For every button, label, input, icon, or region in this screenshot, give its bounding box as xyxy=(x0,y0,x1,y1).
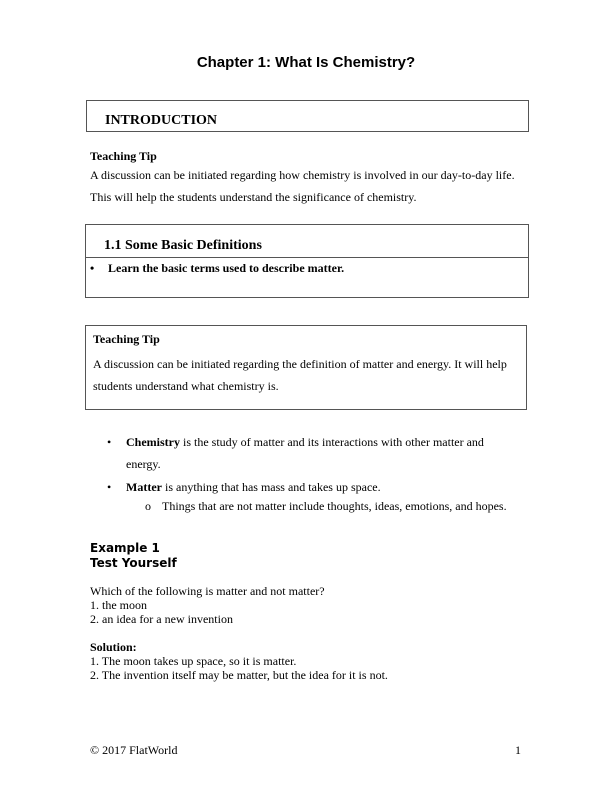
teaching-tip-box xyxy=(85,325,527,410)
teaching-tip-line: A discussion can be initiated regarding how chemistry is involved in our day-to-day life. xyxy=(90,168,515,182)
section-divider xyxy=(86,257,528,258)
page-title: Chapter 1: What Is Chemistry? xyxy=(196,54,416,71)
objective-text: Learn the basic terms used to describe matter. xyxy=(108,261,345,275)
bullet-icon: • xyxy=(107,435,112,449)
bullet-icon: • xyxy=(107,480,112,494)
introduction-box xyxy=(86,100,529,132)
teaching-tip-heading: Teaching Tip xyxy=(90,149,157,163)
definition-chemistry xyxy=(126,431,484,453)
section-title: 1.1 Some Basic Definitions xyxy=(104,238,262,253)
objective-bullet xyxy=(90,261,344,276)
example-subtitle: Test Yourself xyxy=(90,556,177,570)
definition-term: Matter xyxy=(126,480,162,494)
solution-line: 1. The moon takes up space, so it is matter. xyxy=(90,654,297,668)
example-item: 1. the moon xyxy=(90,598,147,612)
definition-term: Chemistry xyxy=(126,435,180,449)
teaching-tip-line: students understand what chemistry is. xyxy=(93,379,279,393)
footer-page-number: 1 xyxy=(515,743,521,757)
definition-text: is anything that has mass and takes up space. xyxy=(161,480,381,494)
introduction-heading: INTRODUCTION xyxy=(105,113,218,128)
definition-text: is the study of matter and its interactions with other matter and xyxy=(180,435,484,449)
teaching-tip-heading: Teaching Tip xyxy=(93,332,160,346)
bullet-icon: • xyxy=(90,261,95,275)
solution-line: 2. The invention itself may be matter, but the idea for it is not. xyxy=(90,668,388,682)
example-label: Example 1 xyxy=(90,541,160,555)
section-box xyxy=(85,224,529,298)
teaching-tip-line: This will help the students understand the significance of chemistry. xyxy=(90,190,417,204)
sub-bullet-text: Things that are not matter include thoughts, ideas, emotions, and hopes. xyxy=(162,499,507,513)
example-item: 2. an idea for a new invention xyxy=(90,612,233,626)
definition-text: energy. xyxy=(126,457,161,471)
example-question: Which of the following is matter and not matter? xyxy=(90,584,325,598)
hollow-bullet-icon: o xyxy=(145,499,151,513)
solution-label: Solution: xyxy=(90,640,137,654)
teaching-tip-line: A discussion can be initiated regarding the definition of matter and energy. It will help xyxy=(93,357,507,371)
footer-copyright: © 2017 FlatWorld xyxy=(90,743,178,757)
